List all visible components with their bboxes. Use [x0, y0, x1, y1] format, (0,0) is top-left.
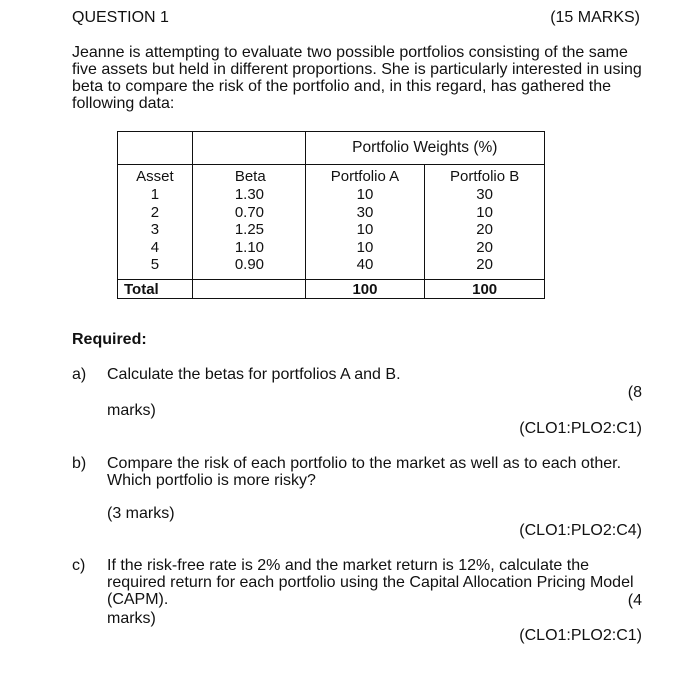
asset-value: 4	[150, 238, 160, 256]
beta-value: 1.10	[234, 238, 265, 256]
question-c-marks-word: marks)	[107, 610, 156, 627]
question-b-label: b)	[72, 455, 87, 472]
intro-paragraph: Jeanne is attempting to evaluate two possible portfolios consisting of the same five assets but held in different proportions. She is particularly interested in using beta to compare the risk of the portfolio and, in this regard, has gathered the following data:	[72, 44, 642, 112]
portfolio-b-value: 20	[476, 256, 493, 274]
total-b: 100	[425, 280, 545, 299]
question-a-label: a)	[72, 366, 87, 383]
portfolio-b-column	[425, 165, 545, 280]
beta-value: 1.25	[234, 221, 265, 239]
portfolio-a-value: 10	[356, 221, 374, 239]
portfolio-b-value: 10	[476, 203, 493, 221]
beta-value: 0.90	[234, 256, 265, 274]
total-a: 100	[305, 280, 425, 299]
required-heading: Required:	[72, 331, 147, 348]
question-a-marks-word: marks)	[107, 402, 156, 419]
beta-column	[192, 165, 305, 280]
question-a-text: Calculate the betas for portfolios A and B.	[107, 366, 401, 383]
portfolio-b-value: 20	[476, 221, 493, 239]
question-a-marks-number: (8	[627, 384, 642, 401]
question-c-label: c)	[72, 557, 86, 574]
question-b-marks: (3 marks)	[107, 505, 175, 522]
asset-value: 5	[150, 256, 160, 274]
question-c-clo: (CLO1:PLO2:C1)	[519, 627, 642, 644]
portfolio-a-value: 10	[356, 238, 374, 256]
beta-header: Beta	[234, 168, 266, 185]
asset-header: Asset	[136, 168, 174, 185]
portfolio-a-value: 10	[356, 186, 374, 203]
asset-column	[118, 165, 193, 280]
question-title: QUESTION 1	[72, 9, 169, 26]
portfolio-a-value: 30	[356, 203, 374, 221]
table-blank-cell	[118, 132, 193, 165]
question-marks: (15 MARKS)	[550, 9, 640, 26]
table-title: Portfolio Weights (%)	[305, 132, 544, 165]
beta-value: 1.30	[234, 186, 265, 203]
table-blank-cell	[192, 132, 305, 165]
portfolio-a-column	[305, 165, 425, 280]
portfolio-weights-table	[117, 131, 545, 299]
portfolio-a-value: 40	[356, 256, 374, 274]
portfolio-b-value: 20	[476, 238, 493, 256]
portfolio-a-header: Portfolio A	[330, 168, 400, 185]
question-b-text: Compare the risk of each portfolio to the market as well as to each other. Which portfolio is more risky?	[107, 455, 622, 489]
asset-value: 3	[150, 221, 160, 239]
portfolio-b-header: Portfolio B	[450, 168, 520, 185]
question-c-text: If the risk-free rate is 2% and the market return is 12%, calculate the required return for each portfolio using the Capital Allocation Pricing Model (CAPM).	[107, 557, 634, 608]
portfolio-b-value: 30	[476, 186, 493, 203]
total-label: Total	[118, 280, 193, 299]
asset-value: 1	[150, 186, 160, 203]
question-c-marks-number: (4	[627, 592, 642, 609]
table-blank-cell	[192, 280, 305, 299]
question-b-clo: (CLO1:PLO2:C4)	[519, 522, 642, 539]
beta-value: 0.70	[234, 203, 265, 221]
asset-value: 2	[150, 203, 160, 221]
question-a-clo: (CLO1:PLO2:C1)	[519, 420, 642, 437]
